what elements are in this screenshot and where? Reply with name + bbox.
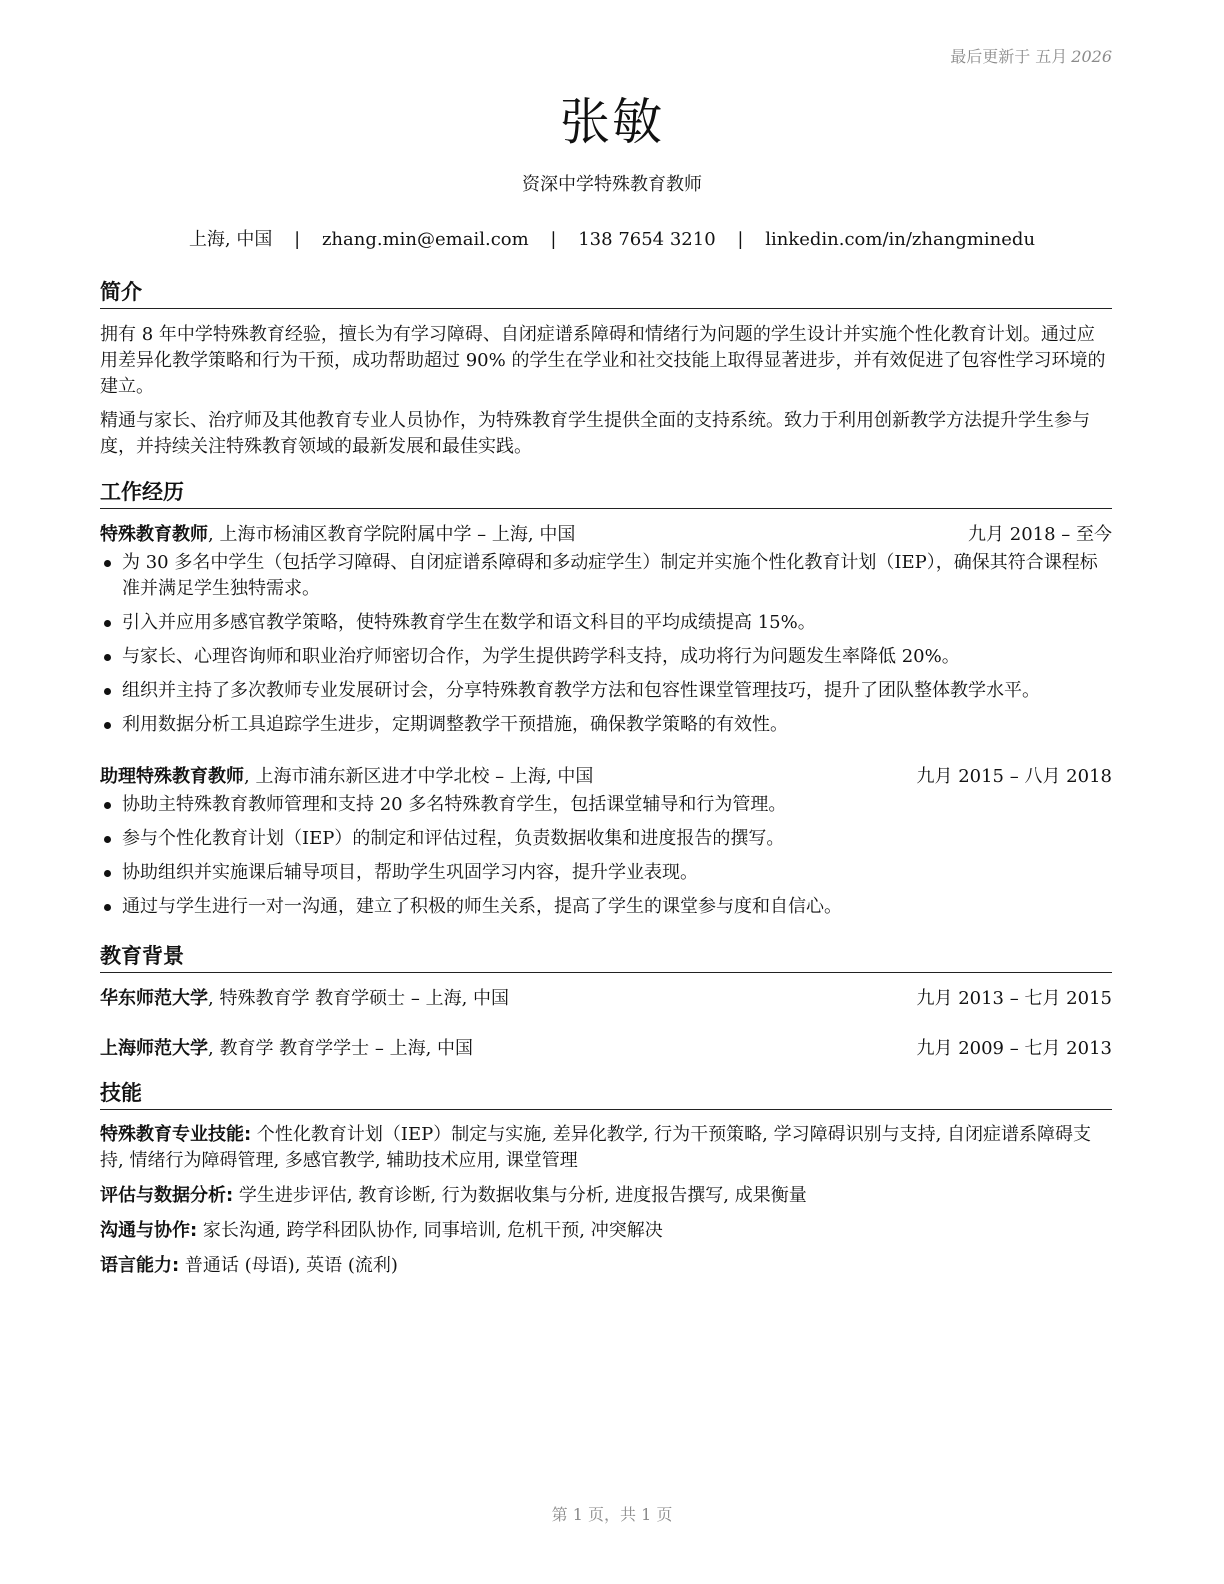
education-entry — [100, 986, 1112, 1014]
degree-detail: , 教育学 教育学学士 – 上海, 中国 — [208, 1038, 474, 1059]
job-bullets — [100, 550, 1112, 738]
experience-entry — [100, 522, 1112, 746]
job-organization: , 上海市浦东新区进才中学北校 – 上海, 中国 — [244, 766, 594, 787]
list-item: 参与个性化教育计划（IEP）的制定和评估过程，负责数据收集和进度报告的撰写。 — [100, 826, 1112, 852]
contact-separator: | — [294, 229, 301, 250]
last-updated-year: 2026 — [1071, 47, 1112, 66]
education-dates: 九月 2009 – 七月 2013 — [916, 1038, 1112, 1059]
skill-row — [100, 1183, 1112, 1209]
education-dates: 九月 2013 – 七月 2015 — [916, 988, 1112, 1009]
list-item: 引入并应用多感官教学策略，使特殊教育学生在数学和语文科目的平均成绩提高 15%。 — [100, 610, 1112, 636]
list-item: 通过与学生进行一对一沟通，建立了积极的师生关系，提高了学生的课堂参与度和自信心。 — [100, 894, 1112, 920]
skill-label: 语言能力: — [100, 1255, 180, 1276]
experience-entry — [100, 764, 1112, 928]
contact-email[interactable]: zhang.min@email.com — [321, 229, 529, 250]
skill-label: 特殊教育专业技能: — [100, 1124, 252, 1145]
list-item: 组织并主持了多次教师专业发展研讨会，分享特殊教育教学方法和包容性课堂管理技巧，提升了团队整体教学水平。 — [100, 678, 1112, 704]
job-bullets — [100, 792, 1112, 920]
job-organization: , 上海市杨浦区教育学院附属中学 – 上海, 中国 — [208, 524, 576, 545]
experience-header — [100, 764, 1112, 792]
skill-value: 普通话 (母语), 英语 (流利) — [179, 1255, 398, 1276]
list-item: 协助组织并实施课后辅导项目，帮助学生巩固学习内容，提升学业表现。 — [100, 860, 1112, 886]
degree-detail: , 特殊教育学 教育学硕士 – 上海, 中国 — [208, 988, 510, 1009]
summary-paragraph: 精通与家长、治疗师及其他教育专业人员协作，为特殊教育学生提供全面的支持系统。致力于利用创新教学方法提升学生参与度，并持续关注特殊教育领域的最新发展和最佳实践。 — [100, 410, 1090, 457]
section-title-summary: 简介 — [100, 276, 1112, 309]
skill-row — [100, 1253, 1112, 1279]
school-name: 华东师范大学 — [100, 988, 208, 1009]
contact-separator: | — [737, 229, 744, 250]
education-header — [100, 986, 1112, 1014]
school-name: 上海师范大学 — [100, 1038, 208, 1059]
experience-header — [100, 522, 1112, 550]
contact-location: 上海, 中国 — [188, 229, 273, 250]
skill-label: 沟通与协作: — [100, 1220, 198, 1241]
skill-label: 评估与数据分析: — [100, 1185, 234, 1206]
skill-row — [100, 1218, 1112, 1244]
contact-phone: 138 7654 3210 — [578, 229, 716, 250]
job-title: 特殊教育教师 — [100, 524, 208, 545]
page-footer: 第 1 页，共 1 页 — [551, 1505, 673, 1524]
skill-value: 学生进步评估, 教育诊断, 行为数据收集与分析, 进度报告撰写, 成果衡量 — [233, 1185, 807, 1206]
education-entry — [100, 1036, 1112, 1064]
contact-line — [0, 225, 1224, 251]
job-dates: 九月 2015 – 八月 2018 — [916, 766, 1112, 787]
skill-value: 个性化教育计划（IEP）制定与实施, 差异化教学, 行为干预策略, 学习障碍识别与支持, 自闭症谱系障碍支持, 情绪行为障碍管理, 多感官教学, 辅助技术应用, 课堂管理 — [100, 1124, 1092, 1171]
summary-block — [100, 322, 1112, 468]
section-title-education: 教育背景 — [100, 940, 1112, 973]
skill-value: 家长沟通, 跨学科团队协作, 同事培训, 危机干预, 冲突解决 — [197, 1220, 663, 1241]
last-updated — [950, 44, 1112, 67]
section-title-skills: 技能 — [100, 1077, 1112, 1110]
list-item: 利用数据分析工具追踪学生进步，定期调整教学干预措施，确保教学策略的有效性。 — [100, 712, 1112, 738]
contact-separator: | — [550, 229, 557, 250]
contact-linkedin[interactable]: linkedin.com/in/zhangminedu — [765, 229, 1036, 250]
summary-paragraph: 拥有 8 年中学特殊教育经验，擅长为有学习障碍、自闭症谱系障碍和情绪行为问题的学生设计并实施个性化教育计划。通过应用差异化教学策略和行为干预，成功帮助超过 90% 的学生在学业和社交技能上取得显著进步，并有效促进了包容性学习环境的建立。 — [100, 324, 1106, 397]
skills-block — [100, 1122, 1112, 1288]
list-item: 为 30 多名中学生（包括学习障碍、自闭症谱系障碍和多动症学生）制定并实施个性化教育计划（IEP），确保其符合课程标准并满足学生独特需求。 — [100, 550, 1112, 602]
list-item: 与家长、心理咨询师和职业治疗师密切合作，为学生提供跨学科支持，成功将行为问题发生率降低 20%。 — [100, 644, 1112, 670]
job-dates: 九月 2018 – 至今 — [968, 524, 1112, 545]
job-title: 助理特殊教育教师 — [100, 766, 244, 787]
education-header — [100, 1036, 1112, 1064]
skill-row — [100, 1122, 1112, 1174]
list-item: 协助主特殊教育教师管理和支持 20 多名特殊教育学生，包括课堂辅导和行为管理。 — [100, 792, 1112, 818]
candidate-name: 张敏 — [560, 93, 664, 151]
candidate-headline: 资深中学特殊教育教师 — [522, 174, 702, 195]
section-title-experience: 工作经历 — [100, 476, 1112, 509]
last-updated-label: 最后更新于 五月 — [950, 47, 1068, 66]
